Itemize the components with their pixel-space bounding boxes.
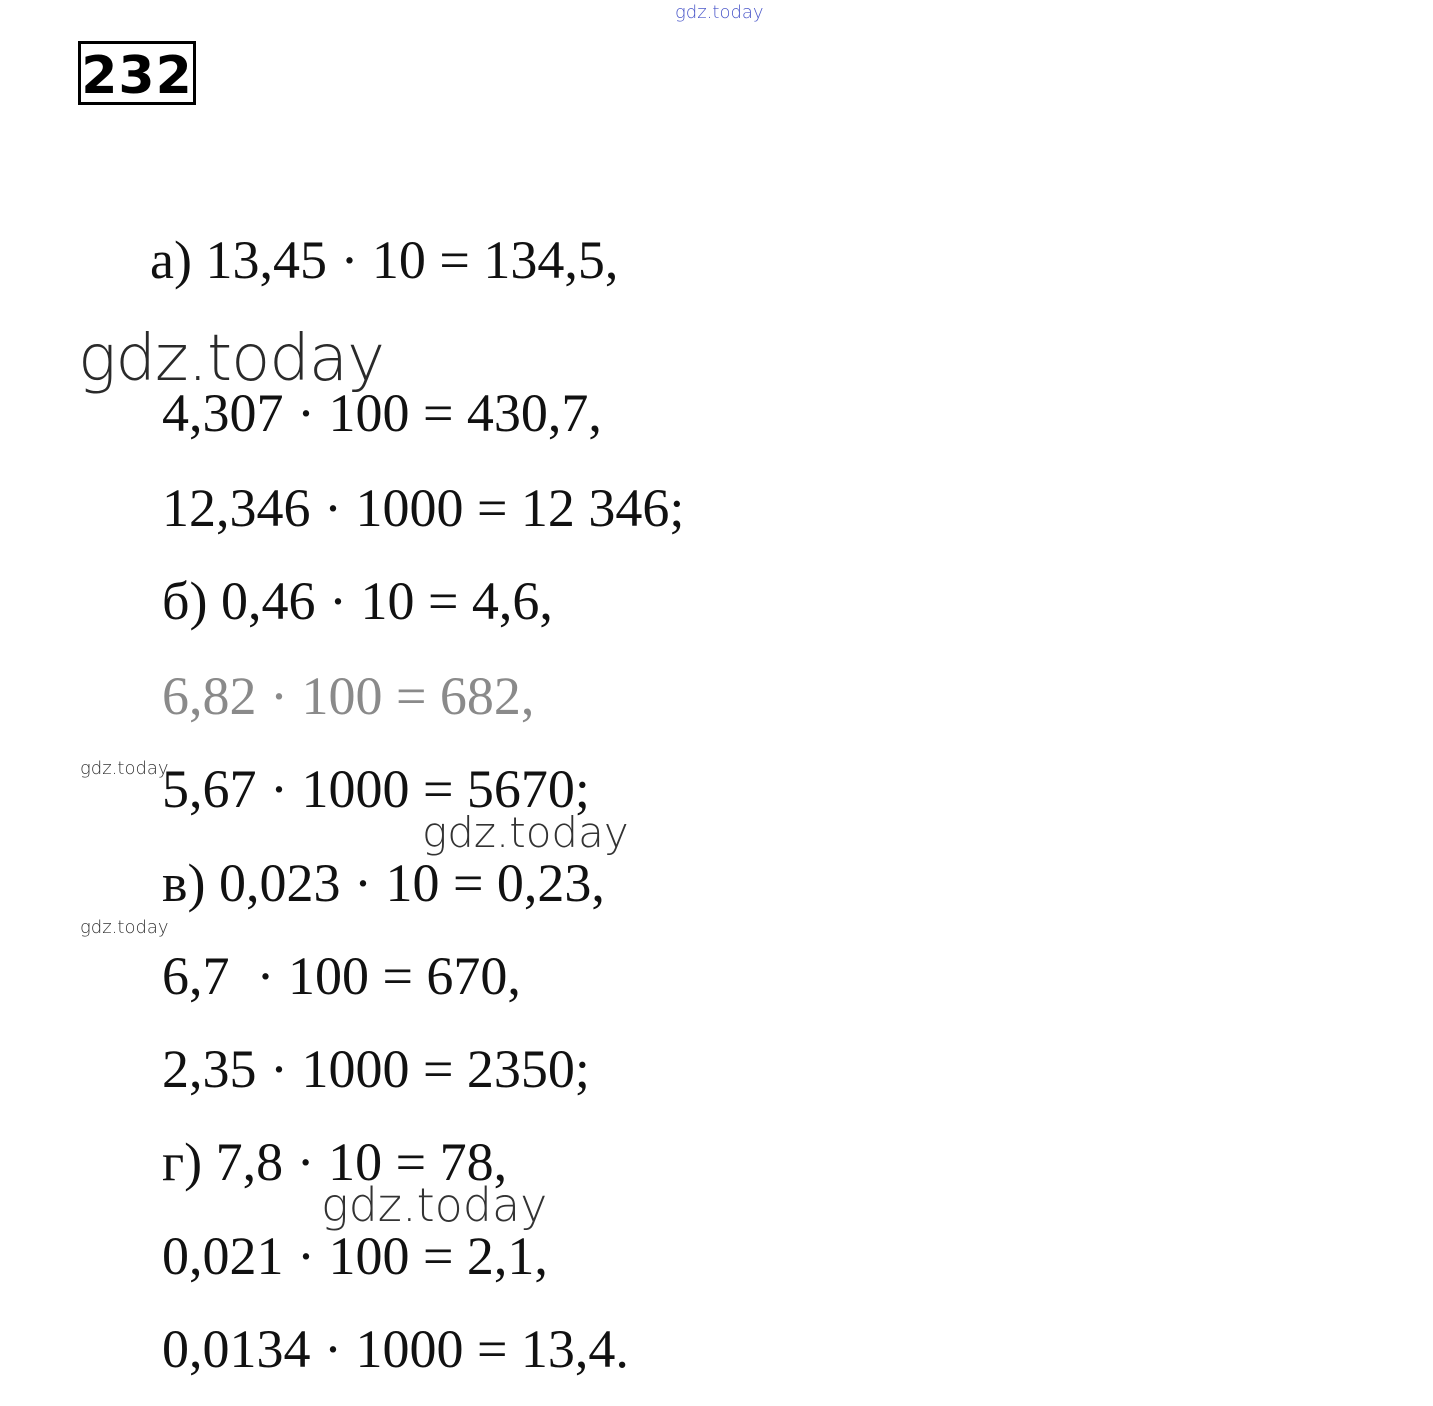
watermark-big: gdz.today <box>78 322 384 396</box>
watermark-top: gdz.today <box>675 2 764 23</box>
equation-line: 0,021 · 100 = 2,1, <box>162 1226 548 1286</box>
equation-line: 0,0134 · 1000 = 13,4. <box>162 1319 629 1379</box>
equation-line: 2,35 · 1000 = 2350; <box>162 1039 590 1099</box>
equation-line: 12,346 · 1000 = 12 346; <box>162 478 685 538</box>
equation-line: 4,307 · 100 = 430,7, <box>162 383 602 443</box>
equation-line: 6,82 · 100 = 682, <box>162 666 535 726</box>
equation-line: в) 0,023 · 10 = 0,23, <box>162 853 605 913</box>
watermark-mid: gdz.today <box>422 808 629 857</box>
equation-line: 5,67 · 1000 = 5670; <box>162 759 590 819</box>
equation-line: г) 7,8 · 10 = 78, <box>162 1132 508 1192</box>
equation-line: б) 0,46 · 10 = 4,6, <box>162 571 553 631</box>
watermark-small: gdz.today <box>80 917 169 938</box>
task-number-box: 232 <box>78 41 196 105</box>
equation-line: а) 13,45 · 10 = 134,5, <box>150 230 619 290</box>
watermark-small: gdz.today <box>80 758 169 779</box>
watermark-bottom: gdz.today <box>321 1178 548 1232</box>
equation-line: 6,7 · 100 = 670, <box>162 946 521 1006</box>
